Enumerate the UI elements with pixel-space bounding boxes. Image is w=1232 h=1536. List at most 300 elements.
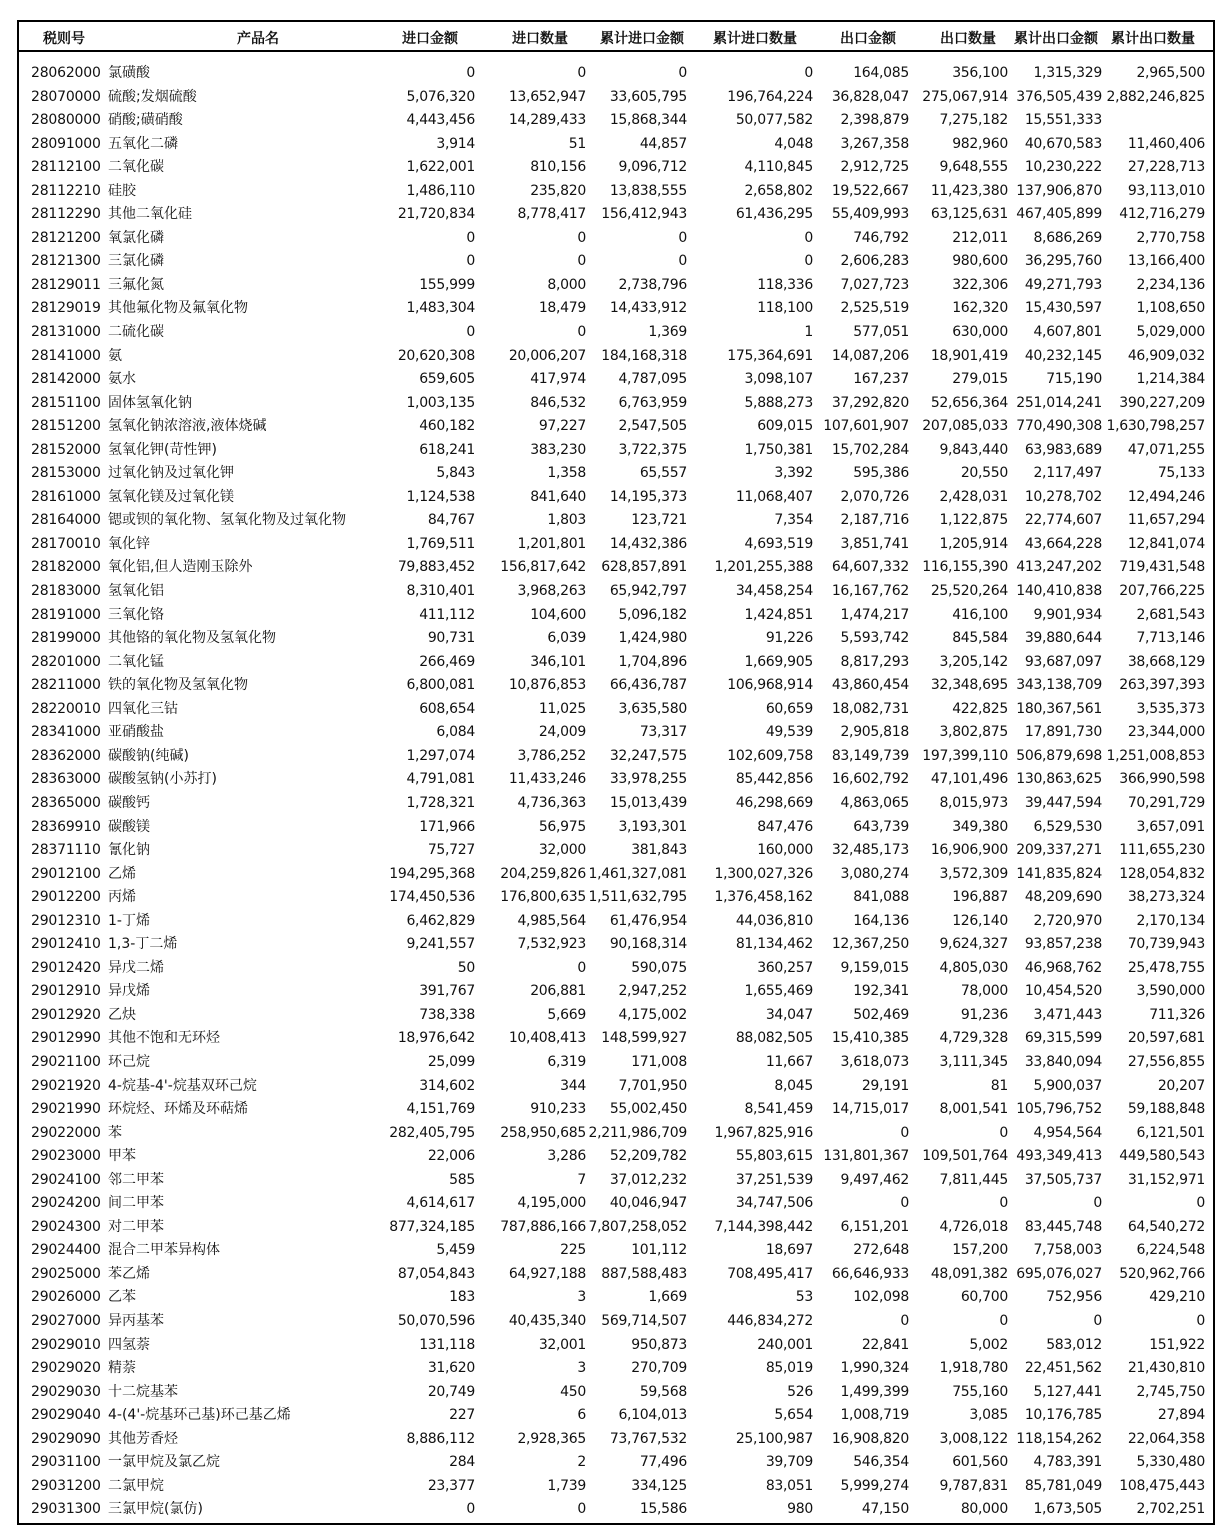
table-header [19, 22, 1213, 52]
export-quantity-cell: 78,000 [960, 983, 1008, 1000]
table-row [19, 1263, 1213, 1287]
import-amount-cell: 1,486,110 [406, 182, 475, 199]
tariff-code-cell: 29031100 [31, 1454, 101, 1471]
table-row [19, 556, 1213, 580]
tariff-code-cell: 28170010 [31, 535, 101, 552]
cumulative-import-amount-cell: 15,586 [639, 1501, 687, 1518]
cumulative-export-quantity-cell: 0 [1196, 1312, 1205, 1329]
product-name-cell: 精萘 [108, 1360, 136, 1377]
product-name-cell: 异戊二烯 [108, 959, 164, 976]
cumulative-export-amount-cell: 137,906,870 [1016, 182, 1102, 199]
import-amount-cell: 4,443,456 [406, 112, 475, 129]
export-quantity-cell: 47,101,496 [930, 771, 1008, 788]
export-quantity-cell: 52,656,364 [930, 394, 1008, 411]
product-name-cell: 乙炔 [108, 1006, 136, 1023]
table-row [19, 980, 1213, 1004]
cumulative-export-quantity-cell: 2,882,246,825 [1106, 88, 1205, 105]
import-quantity-cell: 787,886,166 [500, 1218, 586, 1235]
cumulative-export-quantity-cell: 6,224,548 [1136, 1242, 1205, 1259]
tariff-code-cell: 29022000 [31, 1124, 101, 1141]
table-row [19, 816, 1213, 840]
cumulative-import-amount-cell: 52,209,782 [609, 1148, 687, 1165]
cumulative-export-quantity-cell: 520,962,766 [1119, 1265, 1205, 1282]
cumulative-import-amount-cell: 101,112 [631, 1242, 687, 1259]
import-amount-cell: 4,791,081 [406, 771, 475, 788]
table-row [19, 1357, 1213, 1381]
product-name-cell: 三氯甲烷(氯仿) [108, 1501, 203, 1518]
export-quantity-cell: 8,001,541 [939, 1101, 1008, 1118]
export-quantity-cell: 4,726,018 [939, 1218, 1008, 1235]
cumulative-import-quantity-cell: 4,048 [774, 135, 813, 152]
cumulative-export-quantity-cell: 27,228,713 [1127, 159, 1205, 176]
cumulative-export-amount-cell: 85,781,049 [1024, 1477, 1102, 1494]
export-quantity-cell: 356,100 [952, 65, 1008, 81]
product-name-cell: 三氧化铬 [108, 606, 164, 623]
import-quantity-cell: 10,876,853 [508, 677, 586, 694]
cumulative-import-amount-cell: 73,767,532 [609, 1430, 687, 1447]
cumulative-import-quantity-cell: 50,077,582 [735, 112, 813, 129]
cumulative-import-quantity-cell: 160,000 [757, 842, 813, 859]
product-name-cell: 五氧化二磷 [108, 135, 178, 152]
cumulative-import-quantity-cell: 708,495,417 [727, 1265, 813, 1282]
product-name-cell: 硅胶 [108, 182, 136, 199]
tariff-code-cell: 28164000 [31, 512, 101, 529]
table-row [19, 651, 1213, 675]
table-row [19, 345, 1213, 369]
export-amount-cell: 7,027,723 [840, 276, 909, 293]
cumulative-export-quantity-cell: 38,273,324 [1127, 889, 1205, 906]
cumulative-export-quantity-cell: 2,965,500 [1136, 65, 1205, 81]
cumulative-export-amount-cell: 3,471,443 [1033, 1006, 1102, 1023]
cumulative-export-quantity-cell: 22,064,358 [1127, 1430, 1205, 1447]
header-cumulative-import-quantity: 累计进口数量 [713, 31, 797, 47]
export-quantity-cell: 755,160 [952, 1383, 1008, 1400]
import-quantity-cell: 97,227 [538, 418, 586, 435]
export-amount-cell: 2,398,879 [840, 112, 909, 129]
export-quantity-cell: 9,624,327 [939, 936, 1008, 953]
table-row [19, 1451, 1213, 1475]
import-amount-cell: 79,883,452 [397, 559, 475, 576]
cumulative-export-amount-cell: 7,758,003 [1033, 1242, 1102, 1259]
cumulative-import-quantity-cell: 5,654 [774, 1407, 813, 1424]
tariff-code-cell: 28341000 [31, 724, 101, 741]
export-amount-cell: 15,410,385 [831, 1030, 909, 1047]
tariff-code-cell: 28183000 [31, 583, 101, 600]
export-quantity-cell: 11,423,380 [930, 182, 1008, 199]
cumulative-import-quantity-cell: 526 [787, 1383, 813, 1400]
tariff-code-cell: 29025000 [31, 1265, 101, 1282]
import-amount-cell: 75,727 [427, 842, 475, 859]
table-row [19, 297, 1213, 321]
cumulative-export-quantity-cell: 64,540,272 [1127, 1218, 1205, 1235]
export-amount-cell: 14,715,017 [831, 1101, 909, 1118]
tariff-code-cell: 29012420 [31, 959, 101, 976]
import-quantity-cell: 7,532,923 [517, 936, 586, 953]
product-name-cell: 铁的氧化物及氢氧化物 [108, 677, 248, 694]
export-amount-cell: 272,648 [853, 1242, 909, 1259]
header-cumulative-export-quantity: 累计出口数量 [1111, 31, 1195, 47]
product-name-cell: 锶或钡的氧化物、氢氧化物及过氧化物 [108, 512, 346, 529]
table-row [19, 533, 1213, 557]
cumulative-import-amount-cell: 77,496 [639, 1454, 687, 1471]
import-quantity-cell: 56,975 [538, 818, 586, 835]
cumulative-import-quantity-cell: 0 [804, 229, 813, 246]
import-amount-cell: 1,124,538 [406, 488, 475, 505]
export-quantity-cell: 60,700 [960, 1289, 1008, 1306]
export-amount-cell: 15,702,284 [831, 441, 909, 458]
cumulative-import-quantity-cell: 5,888,273 [744, 394, 813, 411]
cumulative-export-amount-cell: 6,529,530 [1033, 818, 1102, 835]
export-amount-cell: 5,593,742 [840, 630, 909, 647]
export-quantity-cell: 18,901,419 [930, 347, 1008, 364]
cumulative-export-amount-cell: 141,835,824 [1016, 865, 1102, 882]
export-amount-cell: 502,469 [853, 1006, 909, 1023]
export-amount-cell: 36,828,047 [831, 88, 909, 105]
cumulative-import-amount-cell: 4,175,002 [618, 1006, 687, 1023]
cumulative-export-quantity-cell: 390,227,209 [1119, 394, 1205, 411]
export-quantity-cell: 349,380 [952, 818, 1008, 835]
import-quantity-cell: 3,786,252 [517, 747, 586, 764]
product-name-cell: 四氢萘 [108, 1336, 150, 1353]
import-amount-cell: 31,620 [427, 1360, 475, 1377]
cumulative-export-quantity-cell: 1,630,798,257 [1106, 418, 1205, 435]
export-quantity-cell: 416,100 [952, 606, 1008, 623]
tariff-code-cell: 29031200 [31, 1477, 101, 1494]
export-quantity-cell: 207,085,033 [922, 418, 1008, 435]
export-amount-cell: 8,817,293 [840, 653, 909, 670]
tariff-code-cell: 28142000 [31, 371, 101, 388]
cumulative-export-quantity-cell: 1,108,650 [1136, 300, 1205, 317]
cumulative-import-quantity-cell: 61,436,295 [735, 206, 813, 223]
export-quantity-cell: 845,584 [952, 630, 1008, 647]
cumulative-import-amount-cell: 950,873 [631, 1336, 687, 1353]
import-amount-cell: 6,800,081 [406, 677, 475, 694]
export-quantity-cell: 3,111,345 [939, 1053, 1008, 1070]
cumulative-import-quantity-cell: 34,047 [765, 1006, 813, 1023]
import-amount-cell: 0 [466, 229, 475, 246]
import-quantity-cell: 3,968,263 [517, 583, 586, 600]
export-amount-cell: 22,841 [861, 1336, 909, 1353]
product-name-cell: 氧氯化磷 [108, 229, 164, 246]
cumulative-import-quantity-cell: 7,144,398,442 [714, 1218, 813, 1235]
export-quantity-cell: 9,787,831 [939, 1477, 1008, 1494]
header-product-name: 产品名 [237, 31, 279, 47]
cumulative-export-amount-cell: 5,900,037 [1033, 1077, 1102, 1094]
import-amount-cell: 131,118 [419, 1336, 475, 1353]
cumulative-import-amount-cell: 3,193,301 [618, 818, 687, 835]
cumulative-export-quantity-cell: 12,841,074 [1127, 535, 1205, 552]
import-amount-cell: 20,620,308 [397, 347, 475, 364]
cumulative-import-amount-cell: 1,511,632,795 [588, 889, 687, 906]
table-row [19, 1098, 1213, 1122]
tariff-code-cell: 29024100 [31, 1171, 101, 1188]
import-quantity-cell: 2,928,365 [517, 1430, 586, 1447]
product-name-cell: 二氧化碳 [108, 159, 164, 176]
import-quantity-cell: 11,433,246 [508, 771, 586, 788]
import-amount-cell: 9,241,557 [406, 936, 475, 953]
export-amount-cell: 83,149,739 [831, 747, 909, 764]
export-quantity-cell: 1,122,875 [939, 512, 1008, 529]
cumulative-export-amount-cell: 130,863,625 [1016, 771, 1102, 788]
table-row [19, 604, 1213, 628]
cumulative-export-amount-cell: 15,430,597 [1024, 300, 1102, 317]
cumulative-import-quantity-cell: 106,968,914 [727, 677, 813, 694]
cumulative-export-quantity-cell: 108,475,443 [1119, 1477, 1205, 1494]
export-quantity-cell: 81 [990, 1077, 1008, 1094]
header-export-quantity: 出口数量 [940, 31, 996, 47]
import-quantity-cell: 0 [577, 229, 586, 246]
cumulative-import-quantity-cell: 1,669,905 [744, 653, 813, 670]
tariff-code-cell: 28151200 [31, 418, 101, 435]
import-amount-cell: 1,297,074 [406, 747, 475, 764]
table-row [19, 321, 1213, 345]
tariff-code-cell: 28129019 [31, 300, 101, 317]
tariff-code-cell: 29029030 [31, 1383, 101, 1400]
tariff-code-cell: 29021990 [31, 1101, 101, 1118]
import-quantity-cell: 18,479 [538, 300, 586, 317]
import-quantity-cell: 156,817,642 [500, 559, 586, 576]
product-name-cell: 苯 [108, 1124, 122, 1141]
cumulative-import-amount-cell: 381,843 [631, 842, 687, 859]
import-amount-cell: 50,070,596 [397, 1312, 475, 1329]
cumulative-import-amount-cell: 156,412,943 [601, 206, 687, 223]
cumulative-import-quantity-cell: 25,100,987 [735, 1430, 813, 1447]
import-amount-cell: 5,459 [436, 1242, 475, 1259]
cumulative-import-amount-cell: 628,857,891 [601, 559, 687, 576]
cumulative-import-amount-cell: 148,599,927 [601, 1030, 687, 1047]
export-quantity-cell: 16,906,900 [930, 842, 1008, 859]
product-name-cell: 间二甲苯 [108, 1195, 164, 1212]
export-quantity-cell: 0 [999, 1195, 1008, 1212]
tariff-code-cell: 28371110 [31, 842, 101, 859]
cumulative-export-amount-cell: 180,367,561 [1016, 700, 1102, 717]
cumulative-import-amount-cell: 1,461,327,081 [588, 865, 687, 882]
product-name-cell: 硝酸;磺硝酸 [108, 112, 183, 129]
import-quantity-cell: 0 [577, 959, 586, 976]
import-quantity-cell: 450 [560, 1383, 586, 1400]
product-name-cell: 碳酸钠(纯碱) [108, 747, 189, 764]
import-amount-cell: 585 [449, 1171, 475, 1188]
export-amount-cell: 107,601,907 [823, 418, 909, 435]
import-quantity-cell: 2 [577, 1454, 586, 1471]
import-quantity-cell: 8,000 [547, 276, 586, 293]
header-import-amount: 进口金额 [402, 31, 458, 47]
cumulative-export-amount-cell: 10,176,785 [1024, 1407, 1102, 1424]
tariff-code-cell: 28363000 [31, 771, 101, 788]
import-quantity-cell: 346,101 [530, 653, 586, 670]
cumulative-export-quantity-cell: 93,113,010 [1127, 182, 1205, 199]
table-row [19, 1051, 1213, 1075]
tariff-code-cell: 29012200 [31, 889, 101, 906]
export-quantity-cell: 162,320 [952, 300, 1008, 317]
cumulative-import-quantity-cell: 8,541,459 [744, 1101, 813, 1118]
cumulative-import-quantity-cell: 1,424,851 [744, 606, 813, 623]
cumulative-export-amount-cell: 583,012 [1046, 1336, 1102, 1353]
import-quantity-cell: 20,006,207 [508, 347, 586, 364]
export-quantity-cell: 3,802,875 [939, 724, 1008, 741]
export-amount-cell: 167,237 [853, 371, 909, 388]
export-amount-cell: 0 [900, 1195, 909, 1212]
product-name-cell: 三氯化磷 [108, 253, 164, 270]
export-quantity-cell: 20,550 [960, 465, 1008, 482]
table-row [19, 839, 1213, 863]
product-name-cell: 乙苯 [108, 1289, 136, 1306]
import-quantity-cell: 841,640 [530, 488, 586, 505]
export-amount-cell: 64,607,332 [831, 559, 909, 576]
tariff-code-cell: 28121200 [31, 229, 101, 246]
product-name-cell: 甲苯 [108, 1148, 136, 1165]
cumulative-export-quantity-cell: 449,580,543 [1119, 1148, 1205, 1165]
product-name-cell: 固体氢氧化钠 [108, 394, 192, 411]
cumulative-export-amount-cell: 5,127,441 [1033, 1383, 1102, 1400]
product-name-cell: 异丙基苯 [108, 1312, 164, 1329]
cumulative-import-quantity-cell: 55,803,615 [735, 1148, 813, 1165]
table-row [19, 1192, 1213, 1216]
product-name-cell: 二氧化锰 [108, 653, 164, 670]
product-name-cell: 氢氧化钾(苛性钾) [108, 441, 217, 458]
export-amount-cell: 3,080,274 [840, 865, 909, 882]
product-name-cell: 硫酸;发烟硫酸 [108, 88, 197, 105]
table-row [19, 1498, 1213, 1522]
cumulative-import-amount-cell: 7,701,950 [618, 1077, 687, 1094]
export-amount-cell: 2,525,519 [840, 300, 909, 317]
cumulative-import-amount-cell: 32,247,575 [609, 747, 687, 764]
cumulative-export-quantity-cell: 719,431,548 [1119, 559, 1205, 576]
tariff-code-cell: 29012920 [31, 1006, 101, 1023]
cumulative-import-quantity-cell: 8,045 [774, 1077, 813, 1094]
cumulative-export-amount-cell: 118,154,262 [1016, 1430, 1102, 1447]
export-amount-cell: 546,354 [853, 1454, 909, 1471]
product-name-cell: 二氯甲烷 [108, 1477, 164, 1494]
product-name-cell: 碳酸钙 [108, 794, 150, 811]
cumulative-export-amount-cell: 493,349,413 [1016, 1148, 1102, 1165]
cumulative-export-amount-cell: 467,405,899 [1016, 206, 1102, 223]
import-quantity-cell: 1,803 [547, 512, 586, 529]
cumulative-export-amount-cell: 10,454,520 [1024, 983, 1102, 1000]
table-row [19, 203, 1213, 227]
export-quantity-cell: 1,205,914 [939, 535, 1008, 552]
cumulative-import-amount-cell: 171,008 [631, 1053, 687, 1070]
cumulative-import-amount-cell: 1,704,896 [618, 653, 687, 670]
import-amount-cell: 18,976,642 [397, 1030, 475, 1047]
cumulative-import-quantity-cell: 196,764,224 [727, 88, 813, 105]
cumulative-export-amount-cell: 695,076,027 [1016, 1265, 1102, 1282]
export-quantity-cell: 3,572,309 [939, 865, 1008, 882]
product-name-cell: 其他铬的氧化物及氢氧化物 [108, 630, 276, 647]
import-quantity-cell: 910,233 [530, 1101, 586, 1118]
import-amount-cell: 6,084 [436, 724, 475, 741]
import-amount-cell: 84,767 [427, 512, 475, 529]
tariff-code-cell: 29031300 [31, 1501, 101, 1518]
product-name-cell: 氧化铝,但人造刚玉除外 [108, 559, 253, 576]
export-amount-cell: 746,792 [853, 229, 909, 246]
cumulative-export-quantity-cell: 1,214,384 [1136, 371, 1205, 388]
import-quantity-cell: 176,800,635 [500, 889, 586, 906]
tariff-code-cell: 29027000 [31, 1312, 101, 1329]
cumulative-export-quantity-cell: 20,597,681 [1127, 1030, 1205, 1047]
cumulative-import-quantity-cell: 37,251,539 [735, 1171, 813, 1188]
table-row [19, 274, 1213, 298]
cumulative-export-amount-cell: 9,901,934 [1033, 606, 1102, 623]
cumulative-export-amount-cell: 83,445,748 [1024, 1218, 1102, 1235]
import-amount-cell: 391,767 [419, 983, 475, 1000]
export-amount-cell: 16,167,762 [831, 583, 909, 600]
cumulative-export-amount-cell: 63,983,689 [1024, 441, 1102, 458]
cumulative-export-quantity-cell: 366,990,598 [1119, 771, 1205, 788]
export-amount-cell: 5,999,274 [840, 1477, 909, 1494]
import-amount-cell: 50 [457, 959, 475, 976]
product-name-cell: 环己烷 [108, 1053, 150, 1070]
cumulative-export-quantity-cell: 59,188,848 [1127, 1101, 1205, 1118]
import-quantity-cell: 7 [577, 1171, 586, 1188]
product-name-cell: 混合二甲苯异构体 [108, 1242, 220, 1259]
export-quantity-cell: 7,811,445 [939, 1171, 1008, 1188]
cumulative-export-amount-cell: 33,840,094 [1024, 1053, 1102, 1070]
table-row [19, 957, 1213, 981]
cumulative-export-quantity-cell: 70,291,729 [1127, 794, 1205, 811]
tariff-code-cell: 29012910 [31, 983, 101, 1000]
cumulative-import-quantity-cell: 4,110,845 [744, 159, 813, 176]
cumulative-export-amount-cell: 40,232,145 [1024, 347, 1102, 364]
export-amount-cell: 595,386 [853, 465, 909, 482]
import-amount-cell: 282,405,795 [389, 1124, 475, 1141]
import-amount-cell: 0 [466, 1501, 475, 1518]
import-amount-cell: 1,622,001 [406, 159, 475, 176]
cumulative-export-amount-cell: 1,315,329 [1033, 65, 1102, 81]
table-row [19, 1334, 1213, 1358]
import-quantity-cell: 4,195,000 [517, 1195, 586, 1212]
export-amount-cell: 32,485,173 [831, 842, 909, 859]
cumulative-import-amount-cell: 0 [678, 253, 687, 270]
tariff-code-cell: 28369910 [31, 818, 101, 835]
tariff-code-cell: 28365000 [31, 794, 101, 811]
cumulative-import-quantity-cell: 118,336 [757, 276, 813, 293]
cumulative-export-quantity-cell: 711,326 [1149, 1006, 1205, 1023]
product-name-cell: 环烷烃、环烯及环萜烯 [108, 1101, 248, 1118]
tariff-code-cell: 29012100 [31, 865, 101, 882]
cumulative-import-amount-cell: 2,211,986,709 [588, 1124, 687, 1141]
export-quantity-cell: 3,205,142 [939, 653, 1008, 670]
product-name-cell: 对二甲苯 [108, 1218, 164, 1235]
cumulative-export-amount-cell: 43,664,228 [1024, 535, 1102, 552]
table-row [19, 910, 1213, 934]
import-quantity-cell: 0 [577, 324, 586, 341]
tariff-code-cell: 28062000 [31, 65, 101, 81]
tariff-code-cell: 29024300 [31, 1218, 101, 1235]
table-row [19, 1428, 1213, 1452]
tariff-code-cell: 28131000 [31, 324, 101, 341]
import-quantity-cell: 1,201,801 [517, 535, 586, 552]
import-amount-cell: 5,076,320 [406, 88, 475, 105]
import-amount-cell: 618,241 [419, 441, 475, 458]
export-quantity-cell: 25,520,264 [930, 583, 1008, 600]
cumulative-import-quantity-cell: 980 [787, 1501, 813, 1518]
cumulative-import-quantity-cell: 3,392 [774, 465, 813, 482]
tariff-code-cell: 29029020 [31, 1360, 101, 1377]
import-amount-cell: 22,006 [427, 1148, 475, 1165]
export-amount-cell: 1,990,324 [840, 1360, 909, 1377]
tariff-code-cell: 28191000 [31, 606, 101, 623]
import-amount-cell: 90,731 [427, 630, 475, 647]
product-name-cell: 4-(4'-烷基环己基)环己基乙烯 [108, 1407, 291, 1424]
cumulative-export-amount-cell: 17,891,730 [1024, 724, 1102, 741]
cumulative-import-quantity-cell: 7,354 [774, 512, 813, 529]
product-name-cell: 二硫化碳 [108, 324, 164, 341]
product-name-cell: 亚硝酸盐 [108, 724, 164, 741]
cumulative-export-amount-cell: 15,551,333 [1024, 112, 1102, 129]
export-amount-cell: 841,088 [853, 889, 909, 906]
table-row [19, 721, 1213, 745]
